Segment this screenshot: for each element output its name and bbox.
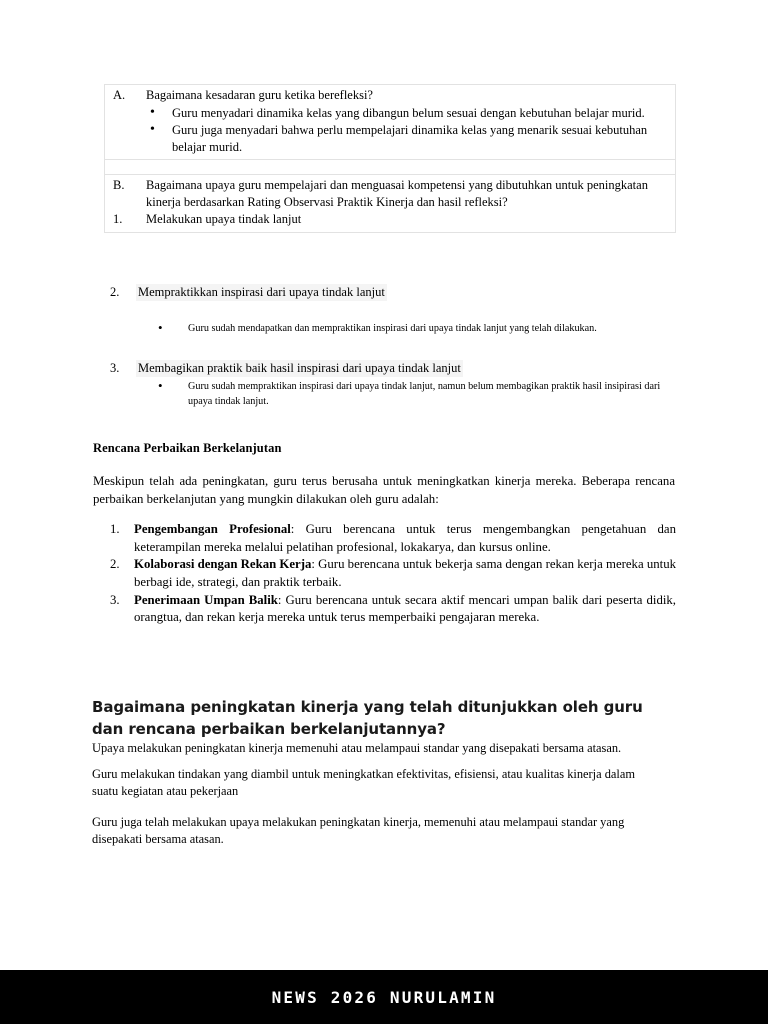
table-row-section-a (105, 85, 676, 160)
rencana-item-2-lead: Kolaborasi dengan Rekan Kerja (134, 557, 312, 572)
list-item (106, 592, 676, 627)
footer-bar (0, 970, 768, 1024)
section-a-bullet-text: Guru menyadari dinamika kelas yang dibangun belum sesuai dengan kebutuhan belajar murid. (172, 105, 645, 120)
rencana-item-1-marker: 1. (110, 522, 120, 536)
section-b-question-item (109, 177, 671, 210)
bullet-icon: • (150, 122, 155, 137)
bullet-icon: • (158, 320, 163, 335)
rencana-list (106, 521, 676, 627)
loose-item-3-marker: 3. (110, 361, 120, 375)
loose-item-2-text: Mempraktikkan inspirasi dari upaya tindak lanjut (138, 285, 385, 299)
section-a-question-item (109, 87, 671, 155)
pasted-content-table (104, 84, 676, 233)
table-cell-section-a (105, 85, 676, 160)
loose-item-3 (110, 360, 670, 377)
question-heading: Bagaimana peningkatan kinerja yang telah ditunjukkan oleh guru dan rencana perbaikan berkelanjutannya? (92, 698, 643, 739)
loose-item-3-text: Membagikan praktik baik hasil inspirasi dari upaya tindak lanjut (138, 361, 461, 375)
table-row-spacer (105, 160, 676, 175)
section-a-list (109, 87, 671, 155)
question-paragraph-1: Upaya melakukan peningkatan kinerja memenuhi atau melampaui standar yang disepakati bersama atasan. (92, 741, 622, 755)
section-a-question: Bagaimana kesadaran guru ketika berefleksi? (146, 88, 373, 102)
rencana-item-1-lead: Pengembangan Profesional (134, 522, 291, 536)
table-row-section-b (105, 175, 676, 233)
list-item (106, 521, 676, 556)
rencana-item-3-marker: 3. (110, 592, 120, 607)
list-item (106, 556, 676, 591)
loose-item-2 (110, 284, 670, 301)
section-b-marker: B. (113, 178, 125, 192)
list-item (146, 122, 671, 155)
section-b-question: Bagaimana upaya guru mempelajari dan menguasai kompetensi yang dibutuhkan untuk peningkatan kinerja berdasarkan Rating Observasi Praktik Kinerja dan hasil refleksi? (146, 178, 648, 209)
rencana-item-2-body: : Guru berencana untuk bekerja sama dengan rekan kerja mereka untuk berbagi ide, strategi, dan praktik terbaik. (134, 557, 676, 589)
loose-item-3-bullet-text: Guru sudah mempraktikan inspirasi dari upaya tindak lanjut, namun belum membagikan praktik hasil insipirasi dari upaya tindak lanjut. (188, 381, 661, 408)
loose-item-3-bullet (158, 379, 670, 410)
footer-watermark-text: NEWS 2026 NURULAMIN (271, 987, 497, 1007)
question-paragraph-3: Guru juga telah melakukan upaya melakukan peningkatan kinerja, memenuhi atau melampaui standar yang disepakati bersama atasan. (92, 815, 625, 846)
rencana-item-3-lead: Penerimaan Umpan Balik (134, 592, 278, 607)
rencana-heading: Rencana Perbaikan Berkelanjutan (93, 441, 282, 455)
section-b-item-1-marker: 1. (113, 212, 123, 226)
rencana-intro-paragraph: Meskipun telah ada peningkatan, guru terus berusaha untuk meningkatkan kinerja mereka. Beberapa rencana perbaikan berkelanjutan yang mungkin dilakukan oleh guru adalah: (93, 474, 675, 506)
bullet-icon: • (150, 104, 155, 120)
rencana-item-1-body: : Guru berencana untuk terus mengembangkan pengetahuan dan keterampilan mereka melalui pelatihan profesional, lokakarya, dan kursus online. (134, 522, 676, 554)
loose-item-2-marker: 2. (110, 285, 120, 299)
loose-item-2-bullet (158, 320, 673, 338)
section-a-bullets (146, 105, 671, 156)
section-a-bullet-text: Guru juga menyadari bahwa perlu mempelajari dinamika kelas yang menarik sesuai kebutuhan belajar murid. (172, 123, 648, 154)
section-b-list (109, 177, 671, 228)
bullet-icon: • (158, 378, 163, 393)
rencana-item-3-body: : Guru berencana untuk secara aktif mencari umpan balik dari peserta didik, orangtua, dan rekan kerja mereka untuk terus memperbaiki pengajaran mereka. (134, 592, 676, 625)
table-cell-spacer (105, 160, 676, 175)
rencana-item-2-marker: 2. (110, 557, 120, 572)
list-item (146, 105, 671, 122)
question-paragraph-2: Guru melakukan tindakan yang diambil untuk meningkatkan efektivitas, efisiensi, atau kualitas kinerja dalam suatu kegiatan atau pekerjaan (92, 767, 635, 798)
section-b-item-1-text: Melakukan upaya tindak lanjut (146, 212, 302, 226)
section-a-marker: A. (113, 88, 126, 102)
table-cell-section-b (105, 175, 676, 233)
section-b-item-1 (109, 211, 671, 228)
loose-item-2-bullet-text: Guru sudah mendapatkan dan mempraktikan inspirasi dari upaya tindak lanjut yang telah dilakukan. (188, 323, 597, 334)
